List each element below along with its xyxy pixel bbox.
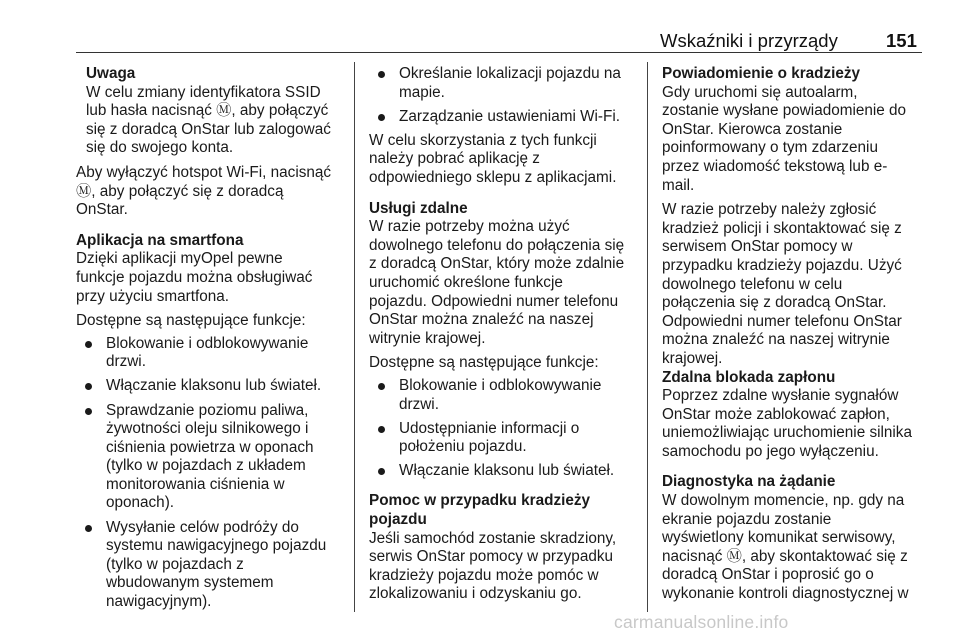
text-line: ekranie pojazdu zostanie: [662, 510, 832, 528]
paragraph: [76, 164, 344, 220]
text-line: można znaleźć na naszej witrynie: [662, 331, 890, 349]
bullet-icon: [85, 408, 92, 415]
text-line: drzwi.: [399, 395, 439, 413]
text-line: zlokalizowaniu i odzyskaniu go.: [369, 585, 582, 603]
text-line: ciśnienia powietrza w oponach: [106, 438, 314, 456]
list-item: [369, 108, 634, 127]
text-line: Jeśli samochód zostanie skradziony,: [369, 529, 617, 547]
list-item: [369, 462, 634, 481]
text-line: wbudowanym systemem: [106, 574, 274, 592]
column-3: [662, 65, 927, 604]
text-line: oponach).: [106, 494, 175, 512]
text-line: serwis OnStar pomocy w przypadku: [369, 548, 613, 566]
text-line: krajowej.: [662, 349, 723, 367]
text-line: Zarządzanie ustawieniami Wi-Fi.: [399, 107, 621, 125]
text-line: położeniu pojazdu.: [399, 438, 527, 456]
paragraph: [369, 530, 634, 604]
paragraph: [662, 84, 927, 196]
text-line: lub hasła nacisnąć Ⓜ, aby połączyć: [86, 102, 329, 120]
text-line: dowolnego telefonu do połączenia się: [369, 236, 625, 254]
feature-list: [369, 65, 634, 126]
text-line: należy pobrać aplikację z: [369, 150, 540, 168]
paragraph: [369, 132, 634, 188]
text-line: wykonanie kontroli diagnostycznej w: [662, 585, 909, 603]
section-heading: Zdalna blokada zapłonu: [662, 368, 836, 386]
text-line: W dowolnym momencie, np. gdy na: [662, 492, 905, 510]
section-heading: Powiadomienie o kradzieży: [662, 65, 861, 82]
text-line: OnStar. Kierowca zostanie: [662, 120, 843, 138]
feature-list: [369, 377, 634, 481]
text-line: nacisnąć Ⓜ, aby skontaktować się z: [662, 547, 908, 565]
list-item: [76, 519, 344, 612]
text-line: Blokowanie i odblokowywanie: [399, 376, 602, 394]
text-line: Blokowanie i odblokowywanie: [106, 334, 309, 352]
text-line: systemu nawigacyjnego pojazdu: [106, 537, 327, 555]
text-line: serwisem OnStar pomocy w: [662, 238, 853, 256]
bullet-icon: [378, 468, 385, 475]
text-line: Sprawdzanie poziomu paliwa,: [106, 401, 309, 419]
text-line: uniemożliwiając uruchomienie silnika: [662, 424, 912, 442]
section-heading: Diagnostyka na żądanie: [662, 473, 836, 491]
text-line: połączenia się z doradcą OnStar.: [662, 294, 887, 312]
text-line: doradcą OnStar i poprosić go o: [662, 566, 874, 584]
text-line: W celu zmiany identyfikatora SSID: [86, 83, 321, 101]
list-item: [76, 402, 344, 514]
text-line: żywotności oleju silnikowego i: [106, 420, 309, 438]
text-line: z doradcą OnStar, który może zdalnie: [369, 255, 625, 273]
text-line: W celu skorzystania z tych funkcji: [369, 131, 597, 149]
text-line: Ⓜ, aby połączyć się z doradcą: [76, 182, 284, 200]
text-line: poinformowany o tym zdarzeniu: [662, 139, 878, 157]
text-line: odpowiedniego sklepu z aplikacjami.: [369, 168, 617, 186]
text-line: Poprzez zdalne wysłanie sygnałów: [662, 387, 899, 405]
text-line: zostanie wysłane powiadomienie do: [662, 102, 907, 120]
bullet-icon: [378, 383, 385, 390]
text-line: samochodu po jego wyłączeniu.: [662, 442, 879, 460]
text-line: Udostępnianie informacji o: [399, 419, 580, 437]
section-heading: Pomoc w przypadku kradzieży: [369, 492, 591, 510]
bullet-icon: [378, 426, 385, 433]
text-line: drzwi.: [106, 353, 146, 371]
paragraph: [662, 201, 927, 368]
bullet-icon: [378, 114, 385, 121]
page-number: 151: [886, 30, 917, 51]
text-line: Dzięki aplikacji myOpel pewne: [76, 250, 283, 268]
bullet-icon: [85, 341, 92, 348]
text-line: witrynie krajowej.: [369, 329, 486, 347]
text-line: kradzież policji i skontaktować się z: [662, 219, 902, 237]
text-line: przypadku kradzieży pojazdu. Użyć: [662, 256, 902, 274]
text-line: Gdy uruchomi się autoalarm,: [662, 83, 858, 101]
column-1: [76, 65, 344, 617]
text-line: przy użyciu smartfona.: [76, 287, 230, 305]
text-line: się do swojego konta.: [86, 139, 234, 157]
bullet-icon: [85, 525, 92, 532]
bullet-icon: [85, 383, 92, 390]
section-heading: Aplikacja na smartfona: [76, 231, 244, 249]
list-item: [76, 377, 344, 396]
column-2: [369, 65, 634, 604]
text-line: Włączanie klaksonu lub świateł.: [399, 462, 615, 480]
text-line: dowolnego telefonu w celu: [662, 275, 843, 293]
text-line: mapie.: [399, 83, 445, 101]
text-line: uruchomić określone funkcje: [369, 273, 563, 291]
watermark: carmanualsonline.info: [614, 612, 789, 632]
paragraph: [662, 492, 927, 604]
text-line: Określanie lokalizacji pojazdu na: [399, 65, 621, 82]
header-rule: [76, 52, 922, 53]
text-line: przez wiadomość tekstową lub e-: [662, 157, 888, 175]
text-line: OnStar można znaleźć na naszej: [369, 311, 594, 329]
text-line: Odpowiedni numer telefonu OnStar: [662, 312, 902, 330]
text-line: nawigacyjnym).: [106, 592, 212, 610]
column-divider: [647, 62, 648, 612]
text-line: mail.: [662, 176, 695, 194]
text-line: się z doradcą OnStar lub zalogować: [86, 120, 331, 138]
list-item: [369, 420, 634, 457]
list-item: [369, 65, 634, 102]
text-line: Wysyłanie celów podróży do: [106, 518, 299, 536]
text-line: monitorowania ciśnienia w: [106, 475, 285, 493]
section-heading: pojazdu: [369, 510, 427, 528]
list-intro: Dostępne są następujące funkcje:: [369, 354, 599, 372]
paragraph: [369, 218, 634, 348]
text-line: kradzieży pojazdu może pomóc w: [369, 566, 599, 584]
list-item: [76, 335, 344, 372]
note-box: [76, 65, 344, 158]
text-line: (tylko w pojazdach z: [106, 555, 244, 573]
list-item: [369, 377, 634, 414]
text-line: funkcje pojazdu można obsługiwać: [76, 268, 313, 286]
bullet-icon: [378, 71, 385, 78]
section-heading: Usługi zdalne: [369, 199, 468, 217]
note-heading: Uwaga: [86, 65, 136, 82]
feature-list: [76, 335, 344, 612]
column-divider: [354, 62, 355, 612]
text-line: wyświetlony komunikat serwisowy,: [662, 529, 896, 547]
text-line: Włączanie klaksonu lub świateł.: [106, 377, 322, 395]
text-line: OnStar może zablokować zapłon,: [662, 405, 890, 423]
text-line: pojazdu. Odpowiedni numer telefonu: [369, 292, 619, 310]
text-line: W razie potrzeby można użyć: [369, 218, 570, 236]
paragraph: [76, 250, 344, 306]
list-intro: Dostępne są następujące funkcje:: [76, 312, 306, 330]
text-line: (tylko w pojazdach z układem: [106, 457, 306, 475]
text-line: W razie potrzeby należy zgłosić: [662, 201, 877, 219]
header-title: Wskaźniki i przyrządy: [660, 30, 838, 51]
text-line: Aby wyłączyć hotspot Wi-Fi, nacisnąć: [76, 163, 332, 181]
text-line: OnStar.: [76, 201, 128, 219]
paragraph: [662, 387, 927, 461]
